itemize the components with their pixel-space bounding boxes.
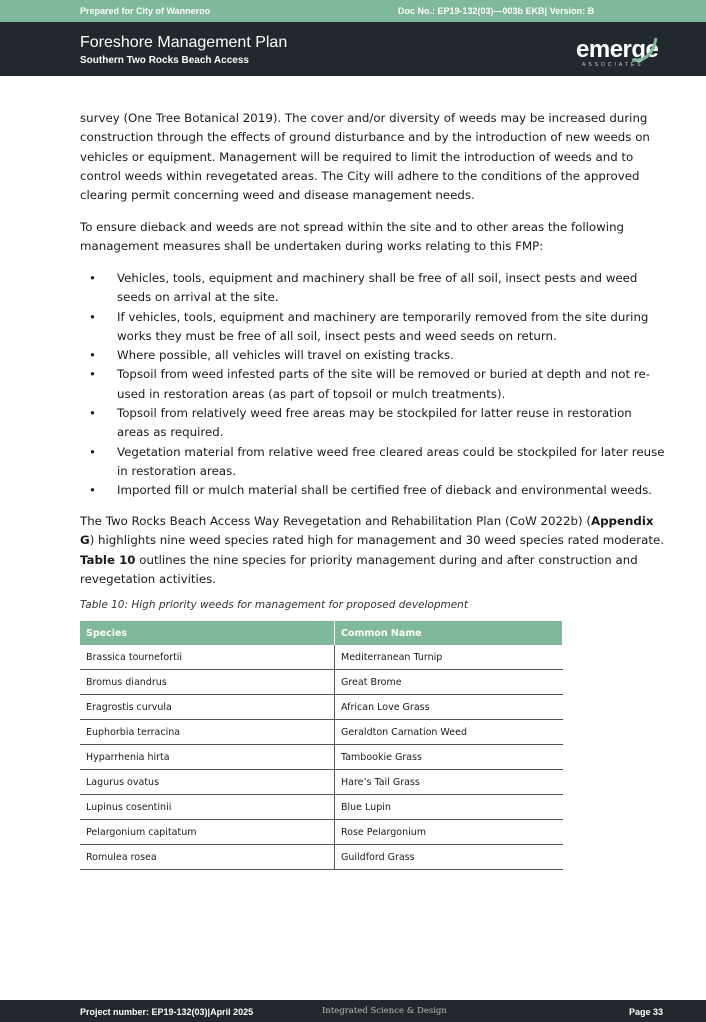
list-item-text: Vehicles, tools, equipment and machinery shall be free of all soil, insect pests and weed seeds on arrival at the site. bbox=[117, 271, 638, 305]
column-header-common-name: Common Name bbox=[335, 621, 563, 645]
bullet-icon: • bbox=[89, 348, 96, 363]
header-band bbox=[0, 22, 706, 76]
table-row bbox=[80, 845, 563, 870]
list-item-text: Topsoil from weed infested parts of the site will be removed or buried at depth and not re-used in restoration areas (as part of topsoil or mulch treatments). bbox=[117, 367, 650, 401]
top-strip bbox=[0, 0, 706, 22]
bullet-icon: • bbox=[89, 367, 96, 382]
table-row bbox=[80, 745, 563, 770]
table-header-row bbox=[80, 621, 563, 645]
logo-wordmark: emerge bbox=[576, 36, 659, 63]
appendix-reference: Appendix G bbox=[80, 514, 654, 548]
table-row bbox=[80, 720, 563, 745]
project-number-label: Project number: EP19-132(03)|April 2025 bbox=[80, 1007, 254, 1017]
species-cell: Lupinus cosentinii bbox=[80, 795, 335, 820]
table-caption: Table 10: High priority weeds for management for proposed development bbox=[80, 599, 468, 611]
logo-subtext: ASSOCIATES bbox=[582, 62, 644, 68]
common-name-cell: Rose Pelargonium bbox=[335, 820, 563, 845]
species-cell: Euphorbia terracina bbox=[80, 720, 335, 745]
list-item bbox=[80, 269, 665, 308]
list-item-text: Imported fill or mulch material shall be certified free of dieback and environmental weeds. bbox=[117, 483, 653, 498]
table-reference: Table 10 bbox=[80, 552, 136, 567]
common-name-cell: Great Brome bbox=[335, 670, 563, 695]
table-row bbox=[80, 795, 563, 820]
common-name-cell: Guildford Grass bbox=[335, 845, 563, 870]
table-row bbox=[80, 770, 563, 795]
species-cell: Eragrostis curvula bbox=[80, 695, 335, 720]
management-measures-list bbox=[80, 269, 665, 501]
bullet-icon: • bbox=[89, 444, 96, 459]
prepared-for-label: Prepared for City of Wanneroo bbox=[80, 6, 211, 16]
species-cell: Pelargonium capitatum bbox=[80, 820, 335, 845]
paragraph-text: outlines the nine species for priority management during and after construction and revegetation activities. bbox=[80, 552, 638, 586]
species-cell: Hyparrhenia hirta bbox=[80, 745, 335, 770]
emerge-logo bbox=[574, 36, 666, 72]
tagline: Integrated Science & Design bbox=[322, 1006, 447, 1016]
column-header-species: Species bbox=[80, 621, 335, 645]
species-cell: Romulea rosea bbox=[80, 845, 335, 870]
page-number: Page 33 bbox=[629, 1007, 664, 1017]
bullet-icon: • bbox=[89, 483, 96, 498]
bullet-icon: • bbox=[89, 406, 96, 421]
common-name-cell: African Love Grass bbox=[335, 695, 563, 720]
bullet-icon: • bbox=[89, 271, 96, 285]
paragraph-survey: survey (One Tree Botanical 2019). The cover and/or diversity of weeds may be increased during construction through the effects of ground disturbance and by the introduction of new weeds on vehicles or equipment. Management will be required to limit the introduction of weeds and to control weeds within revegetated areas. The City will adhere to the conditions of the approved clearing permit concerning weed and disease management needs. bbox=[80, 111, 650, 203]
doc-number-label: Doc No.: EP19-132(03)—003b EKB| Version: B bbox=[398, 6, 595, 16]
document-subtitle: Southern Two Rocks Beach Access bbox=[80, 55, 249, 66]
paragraph-text: The Two Rocks Beach Access Way Revegetation and Rehabilitation Plan (CoW 2022b) ( bbox=[80, 514, 591, 528]
species-cell: Brassica tournefortii bbox=[80, 645, 335, 670]
paragraph-text: ) highlights nine weed species rated high for management and 30 weed species rated moderate. bbox=[89, 533, 664, 548]
bullet-icon: • bbox=[89, 309, 96, 324]
weeds-table bbox=[80, 621, 563, 870]
list-item-text: Vegetation material from relative weed free cleared areas could be stockpiled for later reuse in restoration areas. bbox=[117, 444, 665, 478]
common-name-cell: Blue Lupin bbox=[335, 795, 563, 820]
list-item bbox=[80, 404, 665, 443]
common-name-cell: Mediterranean Turnip bbox=[335, 645, 563, 670]
list-item bbox=[80, 365, 665, 404]
common-name-cell: Hare’s Tail Grass bbox=[335, 770, 563, 795]
list-item bbox=[80, 308, 665, 347]
common-name-cell: Geraldton Carnation Weed bbox=[335, 720, 563, 745]
table-row bbox=[80, 670, 563, 695]
paragraph-measures-intro: To ensure dieback and weeds are not spread within the site and to other areas the following management measures shall be undertaken during works relating to this FMP: bbox=[80, 220, 625, 254]
table-row bbox=[80, 820, 563, 845]
species-cell: Bromus diandrus bbox=[80, 670, 335, 695]
species-cell: Lagurus ovatus bbox=[80, 770, 335, 795]
list-item-text: If vehicles, tools, equipment and machinery are temporarily removed from the site during works they must be free of all soil, insect pests and weed seeds on return. bbox=[117, 309, 649, 343]
list-item-text: Topsoil from relatively weed free areas may be stockpiled for latter reuse in restoration areas as required. bbox=[117, 406, 632, 440]
paragraph-revegetation-plan bbox=[80, 512, 665, 589]
list-item bbox=[80, 443, 665, 482]
common-name-cell: Tambookie Grass bbox=[335, 745, 563, 770]
footer-band bbox=[0, 1000, 706, 1022]
list-item-text: Where possible, all vehicles will travel on existing tracks. bbox=[117, 348, 454, 363]
table-row bbox=[80, 645, 563, 670]
table-row bbox=[80, 695, 563, 720]
list-item bbox=[80, 346, 665, 365]
list-item bbox=[80, 481, 665, 500]
document-title: Foreshore Management Plan bbox=[80, 34, 288, 51]
